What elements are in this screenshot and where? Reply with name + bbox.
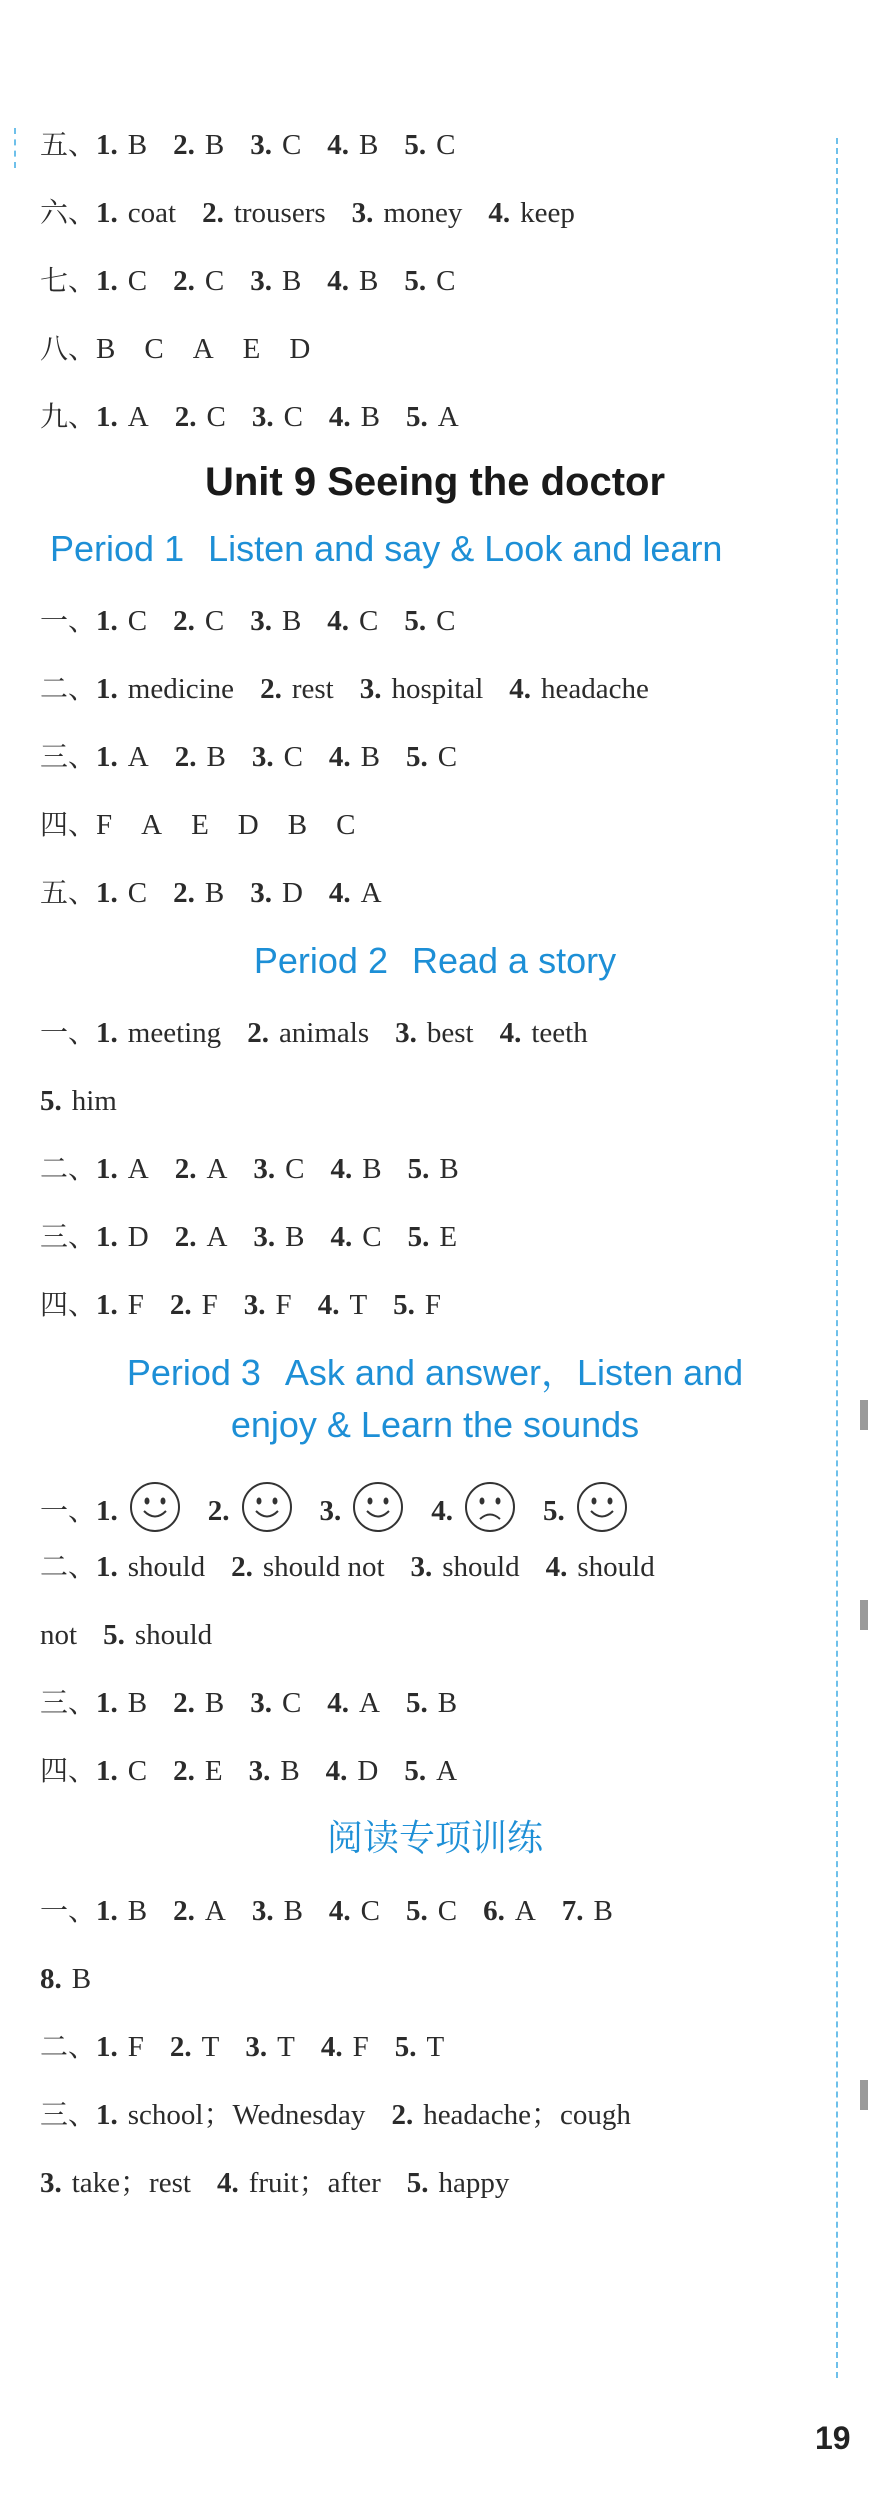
question-number: 2. — [173, 1895, 195, 1927]
question-number: 3. — [251, 741, 274, 773]
question-number: 3. — [253, 1153, 276, 1185]
answer-value: A — [206, 1221, 228, 1253]
question-number: 3. — [251, 401, 274, 433]
section-mark: 七、 — [40, 264, 97, 297]
section-mark: 三、 — [40, 2098, 97, 2131]
question-number: 4. — [488, 197, 511, 229]
section-mark: 九、 — [40, 400, 97, 433]
answer-value: C — [206, 401, 226, 433]
question-number: 4. — [317, 1289, 340, 1321]
answer-value: D — [281, 877, 303, 909]
question-number: 1. — [96, 2031, 118, 2063]
answer-sequence: B C A E D — [96, 333, 311, 365]
answer-line — [40, 1754, 830, 1788]
section-mark: 四、 — [40, 1288, 97, 1321]
answer-value: C — [436, 265, 456, 297]
question-number: 1. — [96, 1551, 118, 1583]
answer-value: F — [201, 1289, 218, 1321]
question-number: 2. — [173, 129, 195, 161]
section-mark: 二、 — [40, 1152, 97, 1185]
question-number: 4. — [327, 1687, 350, 1719]
question-number: 1. — [96, 1495, 118, 1527]
answer-line-continued — [40, 2166, 830, 2200]
question-number: 1. — [96, 1895, 118, 1927]
answer-line-continued — [40, 1962, 830, 1996]
question-number: 3. — [395, 1017, 417, 1049]
answer-value: T — [426, 2031, 445, 2063]
question-number: 1. — [96, 129, 118, 161]
answer-line — [40, 128, 830, 162]
answer-value: A — [127, 741, 149, 773]
answer-value: C — [127, 265, 148, 297]
period-label: Period 2 — [253, 940, 388, 981]
answer-line-continued — [40, 1084, 830, 1118]
question-number: 5. — [406, 1895, 428, 1927]
answer-sequence: F A E D B C — [96, 809, 356, 841]
answer-line — [40, 1686, 830, 1720]
question-number: 4. — [328, 877, 351, 909]
period-3-title — [40, 1352, 830, 1394]
question-number: 3. — [250, 129, 272, 161]
answer-value: B — [359, 265, 379, 297]
question-number: 1. — [96, 1017, 118, 1049]
question-number: 3. — [359, 673, 382, 705]
question-number: 2. — [173, 605, 195, 637]
question-number: 5. — [407, 1221, 430, 1253]
question-number: 3. — [250, 877, 272, 909]
answer-value: C — [359, 605, 379, 637]
answer-value: C — [436, 129, 456, 161]
answer-value: medicine — [127, 673, 235, 705]
answer-value: keep — [520, 197, 575, 229]
section-mark: 一、 — [40, 1016, 97, 1049]
question-number: 2. — [207, 1495, 230, 1527]
question-number: 1. — [96, 401, 118, 433]
answer-value: C — [362, 1221, 382, 1253]
question-number: 2. — [260, 673, 282, 705]
question-number: 1. — [96, 265, 118, 297]
answer-value: should — [127, 1551, 206, 1583]
answer-value: C — [127, 877, 148, 909]
answer-value: B — [71, 1963, 92, 1995]
happy-face-icon — [351, 1480, 405, 1534]
question-number: 1. — [96, 1755, 118, 1787]
question-number: 3. — [243, 1289, 266, 1321]
question-number: 3. — [40, 2167, 62, 2199]
question-number: 3. — [319, 1495, 342, 1527]
answer-value: A — [127, 401, 149, 433]
answer-line — [40, 400, 830, 434]
unit-title: Unit 9 Seeing the doctor — [204, 460, 666, 504]
question-number: 1. — [96, 1289, 118, 1321]
answer-value: B — [437, 1687, 458, 1719]
question-number: 5. — [404, 1755, 427, 1787]
question-number: 4. — [327, 605, 350, 637]
answer-line — [40, 1894, 830, 1928]
happy-face-icon — [240, 1480, 294, 1534]
answer-value: A — [127, 1153, 149, 1185]
answer-value: B — [281, 605, 302, 637]
answer-value: A — [514, 1895, 536, 1927]
section-mark: 一、 — [40, 604, 97, 637]
answer-line — [40, 1152, 830, 1186]
answer-line — [40, 876, 830, 910]
period-subtitle: Ask and answer，Listen and — [284, 1352, 744, 1393]
answer-line — [40, 332, 830, 366]
answer-line — [40, 740, 830, 774]
answer-line — [40, 808, 830, 842]
answer-line — [40, 2098, 830, 2132]
happy-face-icon — [575, 1480, 629, 1534]
section-mark: 二、 — [40, 1550, 97, 1583]
answer-value: B — [360, 401, 380, 433]
answer-value: F — [127, 1289, 144, 1321]
section-mark: 三、 — [40, 740, 97, 773]
answer-value: B — [359, 129, 379, 161]
answer-value: happy — [438, 2167, 510, 2199]
answer-line — [40, 1550, 830, 1584]
page-number: 19 — [815, 2420, 851, 2456]
question-number: 2. — [173, 1687, 195, 1719]
question-number: 1. — [96, 197, 118, 229]
answer-value: B — [204, 129, 225, 161]
answer-value: B — [439, 1153, 459, 1185]
answer-value: E — [439, 1221, 458, 1253]
answer-value: trousers — [233, 197, 326, 229]
section-mark: 三、 — [40, 1220, 97, 1253]
answer-value: B — [206, 741, 226, 773]
section-mark: 一、 — [40, 1894, 97, 1927]
section-mark: 四、 — [40, 808, 97, 841]
answer-value: T — [349, 1289, 368, 1321]
answer-value: B — [280, 1755, 300, 1787]
question-number: 5. — [404, 265, 427, 297]
answer-value: C — [437, 741, 458, 773]
sad-face-icon — [463, 1480, 517, 1534]
answer-value: C — [436, 605, 456, 637]
question-number: 8. — [40, 1963, 62, 1995]
section-mark: 四、 — [40, 1754, 97, 1787]
question-number: 3. — [253, 1221, 276, 1253]
answer-value: rest — [291, 673, 334, 705]
question-number: 4. — [328, 741, 351, 773]
answer-value: headache — [541, 673, 649, 705]
edge-mark — [860, 1400, 868, 1430]
answer-value: B — [204, 1687, 225, 1719]
answer-value: teeth — [531, 1017, 588, 1049]
question-number: 1. — [96, 877, 118, 909]
question-number: 4. — [327, 129, 350, 161]
answer-value: A — [359, 1687, 380, 1719]
question-number: 2. — [174, 1221, 197, 1253]
question-number: 2. — [174, 1153, 197, 1185]
question-number: 4. — [545, 1551, 568, 1583]
question-number: 3. — [250, 605, 272, 637]
answer-value: C — [204, 265, 225, 297]
answer-value: fruit；after — [248, 2167, 381, 2199]
answer-value: A — [204, 1895, 226, 1927]
question-number: 2. — [169, 2031, 192, 2063]
answer-value: F — [127, 2031, 144, 2063]
question-number: 5. — [40, 1085, 62, 1117]
section-mark: 二、 — [40, 2030, 97, 2063]
answer-line — [40, 672, 830, 706]
section-mark: 二、 — [40, 672, 97, 705]
question-number: 5. — [404, 605, 427, 637]
answer-value: T — [277, 2031, 295, 2063]
answer-line — [40, 604, 830, 638]
answer-value: C — [285, 1153, 305, 1185]
answer-value: headache；cough — [423, 2099, 631, 2131]
question-number: 2. — [247, 1017, 269, 1049]
answer-value: not — [40, 1619, 78, 1651]
question-number: 4. — [509, 673, 532, 705]
answer-value: A — [437, 401, 459, 433]
answer-value: B — [127, 1687, 148, 1719]
answer-line — [40, 1220, 830, 1254]
period-label: Period 3 — [126, 1352, 261, 1393]
question-number: 2. — [391, 2099, 414, 2131]
faces-line — [40, 1480, 830, 1527]
question-number: 2. — [173, 1755, 195, 1787]
question-number: 1. — [96, 673, 118, 705]
question-number: 2. — [169, 1289, 192, 1321]
question-number: 2. — [174, 741, 197, 773]
answer-line — [40, 196, 830, 230]
question-number: 1. — [96, 1687, 118, 1719]
period-subtitle: Listen and say & Look and learn — [208, 528, 723, 569]
answer-value: B — [285, 1221, 305, 1253]
question-number: 2. — [231, 1551, 253, 1583]
answer-value: should — [134, 1619, 213, 1651]
answer-value: B — [283, 1895, 303, 1927]
answer-value: B — [362, 1153, 382, 1185]
question-number: 3. — [410, 1551, 433, 1583]
answer-value: hospital — [391, 673, 484, 705]
section-mark: 一、 — [40, 1494, 97, 1527]
answer-value: should not — [262, 1551, 385, 1583]
answer-line — [40, 1288, 830, 1322]
question-number: 1. — [96, 1153, 118, 1185]
question-number: 3. — [245, 2031, 268, 2063]
question-number: 4. — [330, 1153, 353, 1185]
answer-value: best — [426, 1017, 474, 1049]
answer-value: A — [436, 1755, 458, 1787]
edge-mark — [860, 1600, 868, 1630]
period-subtitle: Read a story — [411, 940, 617, 981]
period-2-title — [40, 940, 830, 982]
period-label: Period 1 — [50, 528, 185, 569]
answer-value: B — [204, 877, 225, 909]
period-3-title-line2: enjoy & Learn the sounds — [230, 1404, 640, 1445]
question-number: 3. — [250, 265, 272, 297]
question-number: 4. — [327, 265, 350, 297]
answer-value: C — [281, 1687, 302, 1719]
section-mark: 五、 — [40, 128, 97, 161]
left-border-line — [14, 128, 16, 168]
question-number: 2. — [202, 197, 224, 229]
question-number: 3. — [351, 197, 374, 229]
answer-value: C — [204, 605, 225, 637]
question-number: 4. — [499, 1017, 522, 1049]
question-number: 2. — [174, 401, 197, 433]
question-number: 6. — [483, 1895, 505, 1927]
answer-value: B — [127, 1895, 148, 1927]
question-number: 5. — [406, 1687, 428, 1719]
answer-value: animals — [278, 1017, 370, 1049]
answer-value: B — [593, 1895, 613, 1927]
question-number: 5. — [404, 129, 427, 161]
edge-mark — [860, 2080, 868, 2110]
answer-value: B — [127, 129, 148, 161]
answer-value: F — [275, 1289, 292, 1321]
section-mark: 三、 — [40, 1686, 97, 1719]
answer-value: B — [360, 741, 380, 773]
question-number: 1. — [96, 1221, 118, 1253]
answer-value: T — [201, 2031, 220, 2063]
question-number: 1. — [96, 2099, 118, 2131]
section-mark: 五、 — [40, 876, 97, 909]
right-border-line — [836, 138, 838, 2378]
question-number: 5. — [103, 1619, 125, 1651]
answer-value: B — [281, 265, 302, 297]
section-mark: 八、 — [40, 332, 97, 365]
answer-value: A — [360, 877, 382, 909]
question-number: 5. — [543, 1495, 565, 1527]
question-number: 5. — [406, 2167, 429, 2199]
question-number: 3. — [248, 1755, 271, 1787]
answer-line — [40, 1016, 830, 1050]
answer-value: F — [424, 1289, 442, 1321]
answer-line — [40, 264, 830, 298]
question-number: 3. — [250, 1687, 272, 1719]
question-number: 4. — [325, 1755, 348, 1787]
answer-value: C — [127, 605, 148, 637]
answer-value: should — [577, 1551, 655, 1583]
question-number: 5. — [406, 741, 428, 773]
question-number: 1. — [96, 605, 118, 637]
answer-value: C — [437, 1895, 458, 1927]
reading-section-title: 阅读专项训练 — [326, 1818, 543, 1859]
answer-value: C — [283, 741, 303, 773]
question-number: 4. — [431, 1495, 454, 1527]
answer-value: C — [283, 401, 303, 433]
question-number: 5. — [406, 401, 428, 433]
answer-value: take；rest — [71, 2167, 191, 2199]
answer-value: meeting — [127, 1017, 222, 1049]
answer-value: D — [357, 1755, 379, 1787]
answer-value: C — [127, 1755, 148, 1787]
happy-face-icon — [128, 1480, 182, 1534]
question-number: 2. — [173, 877, 195, 909]
answer-value: him — [71, 1085, 117, 1117]
question-number: 4. — [328, 1895, 351, 1927]
question-number: 4. — [330, 1221, 353, 1253]
answer-value: money — [383, 197, 463, 229]
answer-value: E — [204, 1755, 223, 1787]
question-number: 5. — [407, 1153, 430, 1185]
question-number: 2. — [173, 265, 195, 297]
answer-value: C — [281, 129, 302, 161]
answer-value: should — [442, 1551, 520, 1583]
question-number: 3. — [251, 1895, 274, 1927]
answer-value: school；Wednesday — [127, 2099, 366, 2131]
period-1-title — [40, 528, 830, 570]
question-number: 4. — [216, 2167, 239, 2199]
section-mark: 六、 — [40, 196, 97, 229]
answer-value: D — [127, 1221, 149, 1253]
question-number: 4. — [320, 2031, 343, 2063]
answer-content — [40, 128, 830, 2234]
answer-value: coat — [127, 197, 177, 229]
answer-line — [40, 2030, 830, 2064]
question-number: 1. — [96, 741, 118, 773]
question-number: 7. — [561, 1895, 584, 1927]
answer-value: C — [360, 1895, 380, 1927]
question-number: 5. — [394, 2031, 417, 2063]
answer-value: F — [352, 2031, 369, 2063]
question-number: 4. — [328, 401, 351, 433]
question-number: 5. — [393, 1289, 415, 1321]
answer-value: A — [206, 1153, 228, 1185]
answer-line-continued — [40, 1618, 830, 1652]
